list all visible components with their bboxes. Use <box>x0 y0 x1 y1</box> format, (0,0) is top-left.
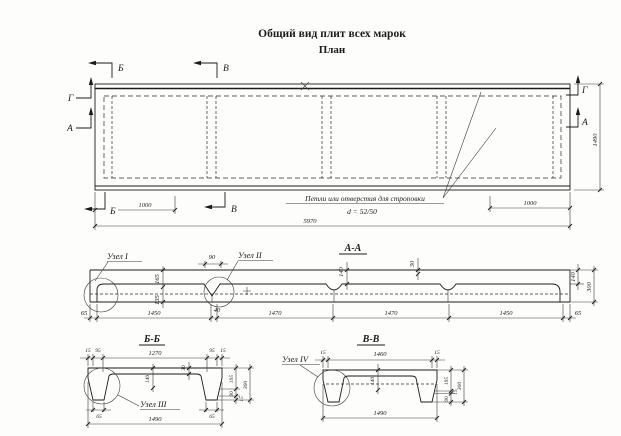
node-2-circle <box>204 277 234 307</box>
section-mark-v-top: В <box>223 64 229 74</box>
drawing-title: Общий вид плит всех марок <box>258 28 406 40</box>
dim-1470-left: 1470 <box>268 310 282 317</box>
section-mark-g-left: Г <box>68 94 74 104</box>
section-mark-b-bottom: Б <box>110 207 116 217</box>
dim-195-vv: 195 <box>444 376 450 386</box>
dim-195-bb: 195 <box>229 374 235 384</box>
node-4-label: Узел IV <box>282 354 309 364</box>
plan-view <box>95 82 570 198</box>
section-vv <box>282 334 468 422</box>
dim-5970-overall: 5970 <box>303 218 317 225</box>
section-aa-title: А-А <box>344 243 362 254</box>
section-mark-a-right: А <box>582 118 588 128</box>
dim-1460: 1460 <box>373 351 387 358</box>
dim-15-right: 15 <box>220 348 226 354</box>
node-1-circle <box>84 278 118 312</box>
section-aa <box>81 243 598 322</box>
dim-40: 40 <box>213 307 221 314</box>
section-bb <box>80 334 254 428</box>
dim-15-vv-mid: 15 <box>453 389 459 395</box>
dim-90: 90 <box>208 254 216 261</box>
section-bb-title: Б-Б <box>143 334 161 345</box>
dim-65-bb-right: 65 <box>209 414 215 420</box>
dim-15-vv-right: 15 <box>434 350 440 356</box>
dim-140-bb: 140 <box>145 374 151 384</box>
dim-140-vv: 140 <box>370 376 376 386</box>
dim-165: 165 <box>154 274 161 284</box>
section-flags-bottom <box>84 192 237 217</box>
dim-90-vv: 90 <box>444 396 450 402</box>
loop-leader-line <box>443 92 496 198</box>
dim-95-right: 95 <box>209 348 215 354</box>
dim-300-vv: 300 <box>457 381 463 391</box>
dim-30-bb: 30 <box>181 365 187 371</box>
dim-15-left: 15 <box>85 348 91 354</box>
dim-1490-vv: 1490 <box>373 410 387 417</box>
dim-140-mid: 140 <box>338 267 345 277</box>
section-mark-v-bottom: В <box>231 205 237 215</box>
dim-15-vv-left: 15 <box>320 350 326 356</box>
section-mark-b-top: Б <box>118 64 124 74</box>
dim-65-left: 65 <box>80 310 88 317</box>
dim-90-bb: 90 <box>229 391 235 397</box>
dim-1000-right: 1000 <box>523 200 537 207</box>
dim-300-bb: 300 <box>243 380 249 390</box>
dim-1490-height: 1490 <box>592 133 599 147</box>
section-flags-left <box>66 77 93 134</box>
node-2-label: Узел II <box>238 250 262 260</box>
node-3-label: Узел III <box>140 399 167 409</box>
dim-1490-bb: 1490 <box>148 416 162 423</box>
dim-15-bb: 15 <box>239 396 245 402</box>
dim-135: 135 <box>154 295 161 305</box>
section-flags-right <box>566 75 588 128</box>
dim-1470-right: 1470 <box>384 310 398 317</box>
node-1-label: Узел I <box>107 251 128 261</box>
centroid-mark <box>243 287 251 295</box>
dim-1450-left: 1450 <box>147 310 161 317</box>
dim-1270: 1270 <box>148 350 162 357</box>
note-lifting-loops: Петли или отверстия для строповки <box>305 194 425 203</box>
dim-1450-right: 1450 <box>499 310 513 317</box>
dim-65-bb-left: 65 <box>96 414 102 420</box>
section-mark-g-right: Г <box>582 86 588 96</box>
note-diameter: d = 52/50 <box>347 207 377 216</box>
dim-140-right: 140 <box>570 272 577 282</box>
dim-1000-left: 1000 <box>138 202 152 209</box>
section-flags-top <box>88 61 229 78</box>
dim-65-right: 65 <box>574 310 582 317</box>
node-4-circle <box>314 370 350 406</box>
dim-30: 30 <box>409 260 416 268</box>
drawing-subtitle: План <box>318 44 346 56</box>
dim-300-right: 300 <box>586 282 593 292</box>
section-mark-a-left: А <box>67 124 73 134</box>
plan-note <box>286 194 444 216</box>
dim-95-left: 95 <box>95 348 101 354</box>
section-vv-title: В-В <box>362 334 380 345</box>
